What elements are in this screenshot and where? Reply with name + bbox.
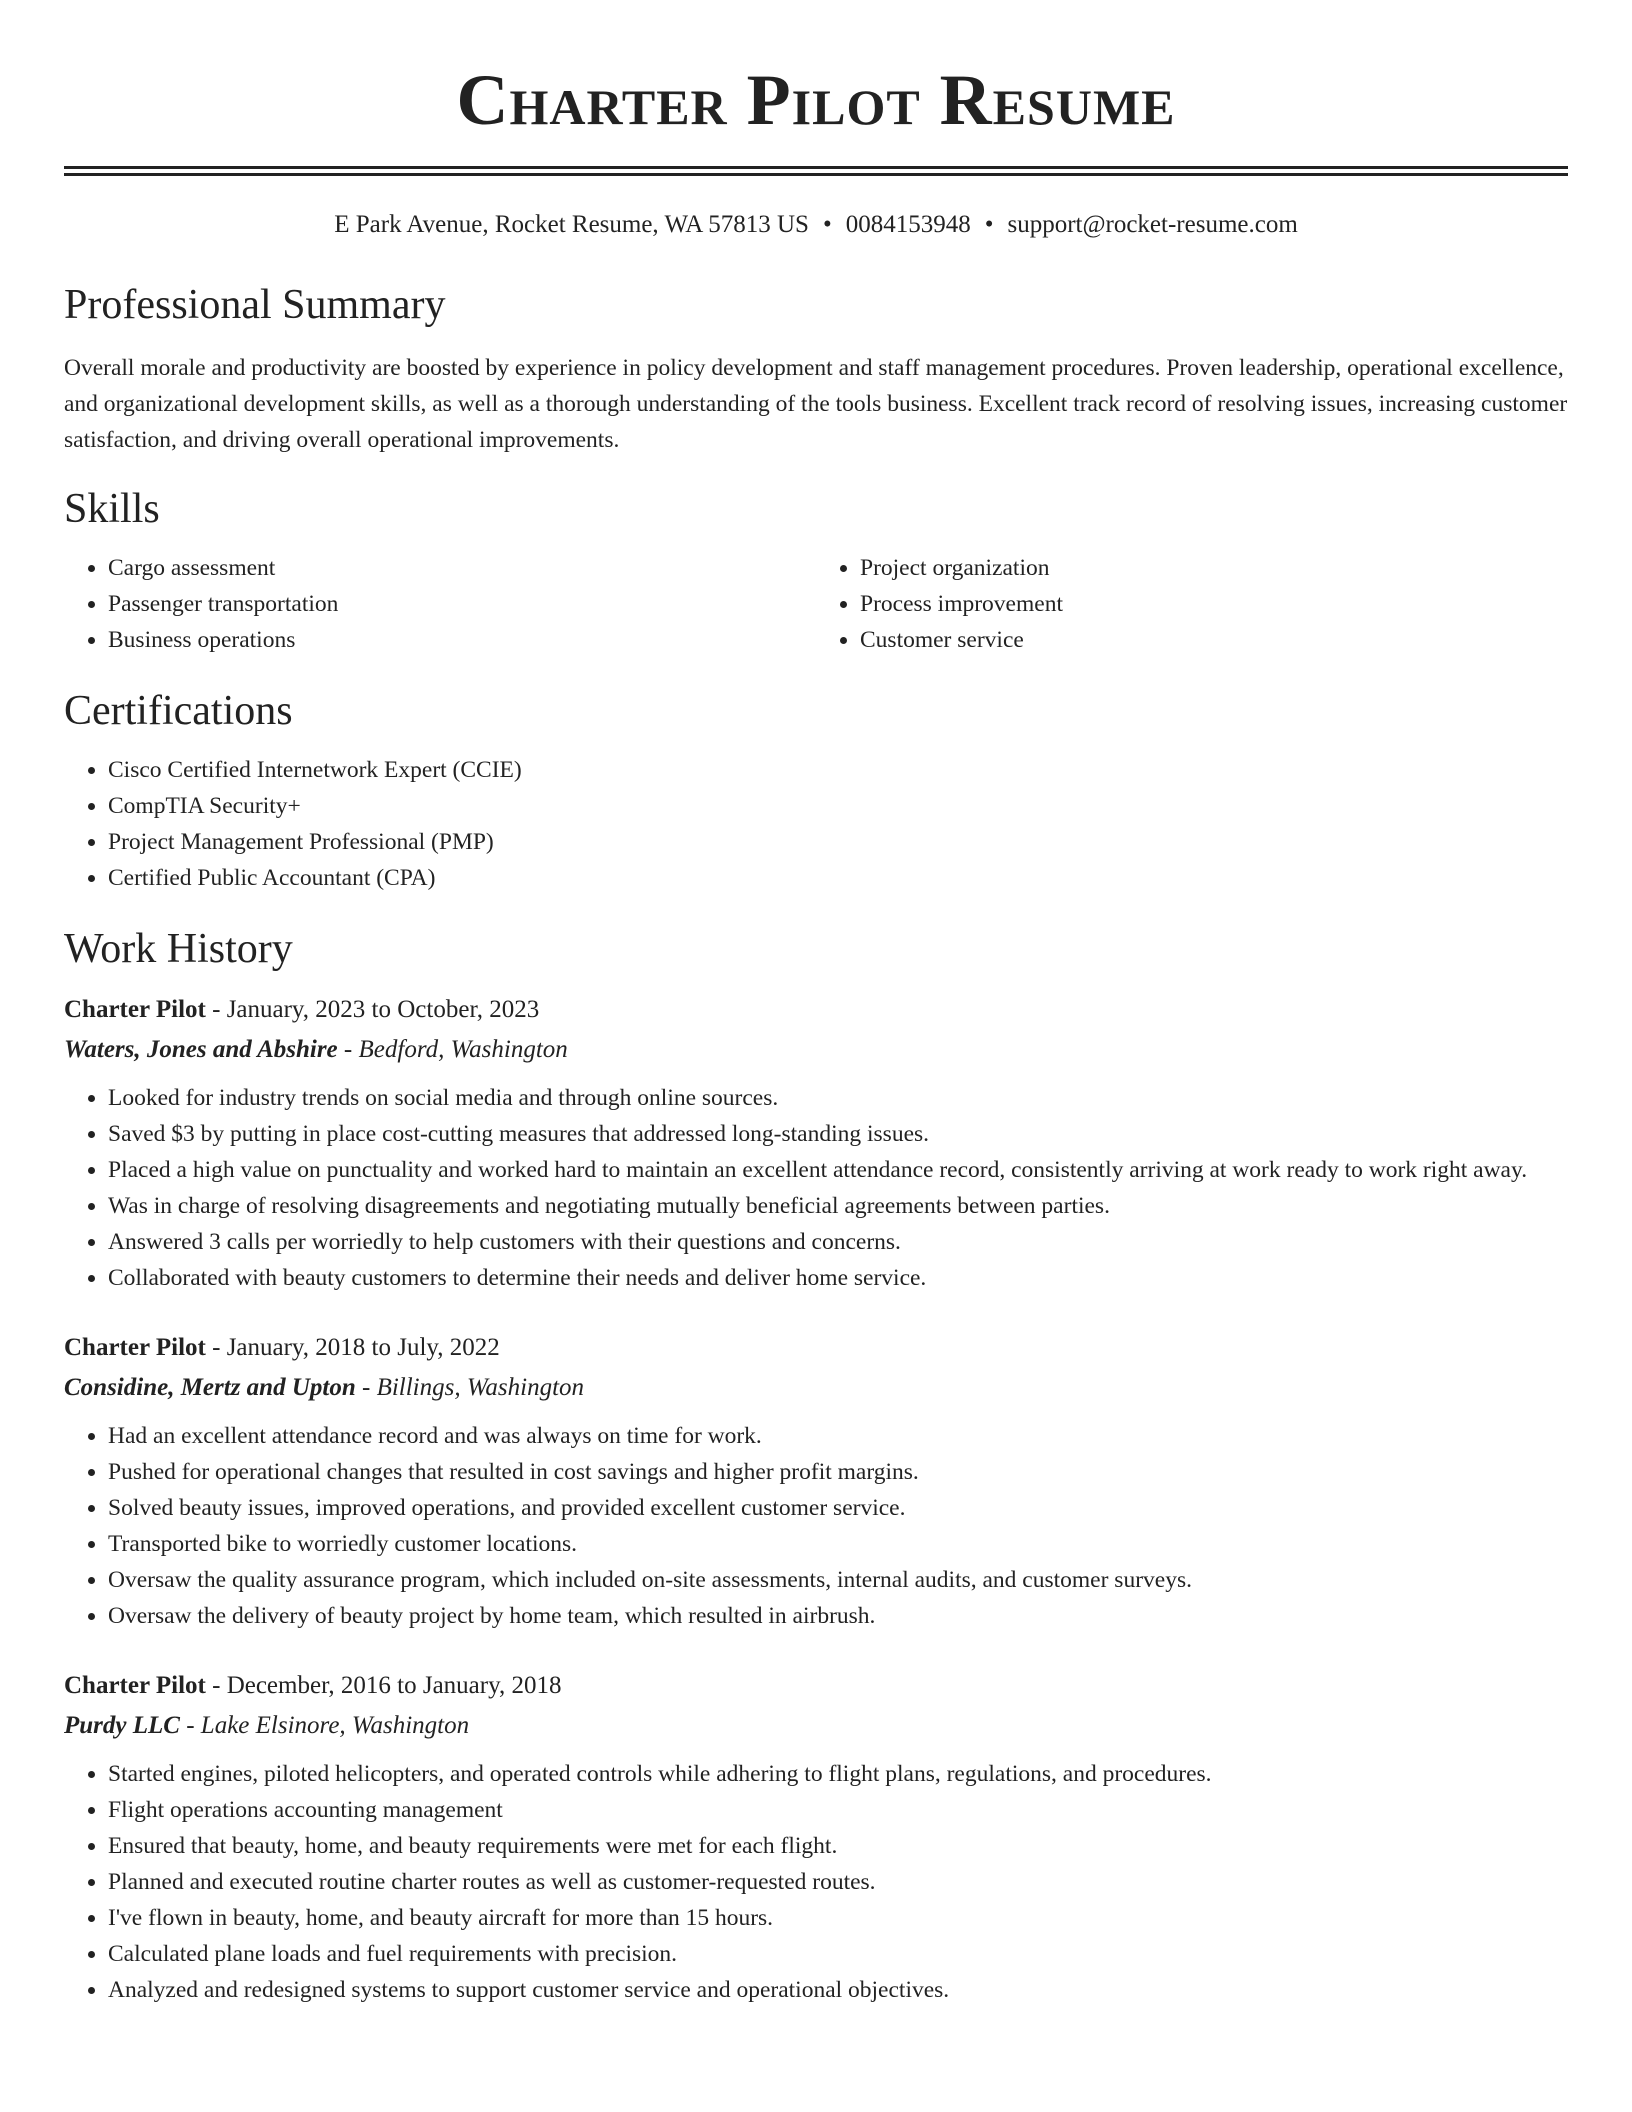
job-dash: - bbox=[337, 1036, 359, 1063]
job-dates: December, 2016 to January, 2018 bbox=[226, 1672, 562, 1699]
skills-list-left bbox=[64, 550, 816, 658]
job-role: Charter Pilot bbox=[64, 1334, 206, 1361]
summary-heading: Professional Summary bbox=[64, 282, 446, 328]
summary-text: Overall morale and productivity are boosted by experience in policy development and staff management procedures. Proven leadership, operational excellence, and organizational development skills, as well as a thorough understanding of the tools business. Excellent track record of resolving issues, increasing customer satisfaction, and driving overall operational improvements. bbox=[64, 355, 1568, 453]
contact-email[interactable]: support@rocket-resume.com bbox=[1007, 211, 1298, 238]
job-dash: - bbox=[205, 996, 227, 1023]
job-entry bbox=[64, 1666, 1568, 2008]
resume-title: Charter Pilot Resume bbox=[456, 60, 1176, 140]
skill-item: • Process improvement bbox=[860, 586, 1568, 622]
job-bullet: • Pushed for operational changes that resulted in cost savings and higher profit margins. bbox=[108, 1454, 1568, 1490]
job-bullet: • I've flown in beauty, home, and beauty aircraft for more than 15 hours. bbox=[108, 1900, 1568, 1936]
job-role: Charter Pilot bbox=[64, 1672, 206, 1699]
skill-item: • Project organization bbox=[860, 550, 1568, 586]
contact-address: E Park Avenue, Rocket Resume, WA 57813 US bbox=[334, 211, 809, 238]
certification-item: • Certified Public Accountant (CPA) bbox=[108, 860, 1568, 896]
resume-page bbox=[64, 0, 1568, 2008]
certifications-heading: Certifications bbox=[64, 688, 293, 734]
skills-grid bbox=[64, 550, 1568, 658]
work-history-heading: Work History bbox=[64, 926, 293, 972]
job-company-line bbox=[64, 1706, 1568, 1746]
job-bullet: • Calculated plane loads and fuel requirements with precision. bbox=[108, 1936, 1568, 1972]
job-role: Charter Pilot bbox=[64, 996, 206, 1023]
job-title-line bbox=[64, 990, 1568, 1030]
job-dash: - bbox=[205, 1334, 227, 1361]
certifications-list bbox=[64, 752, 1568, 896]
title-divider bbox=[64, 166, 1568, 176]
job-company: Waters, Jones and Abshire bbox=[64, 1036, 338, 1063]
contact-separator: • bbox=[984, 211, 994, 238]
job-bullet: • Analyzed and redesigned systems to support customer service and operational objectives. bbox=[108, 1972, 1568, 2008]
job-bullet: • Placed a high value on punctuality and worked hard to maintain an excellent attendance record, consistently arriving at work ready to work right away. bbox=[108, 1152, 1568, 1188]
work-history-section bbox=[64, 924, 1568, 2008]
skill-item: • Customer service bbox=[860, 622, 1568, 658]
job-bullets bbox=[64, 1080, 1568, 1296]
job-bullet: • Solved beauty issues, improved operations, and provided excellent customer service. bbox=[108, 1490, 1568, 1526]
job-bullet: • Had an excellent attendance record and was always on time for work. bbox=[108, 1418, 1568, 1454]
job-dates: January, 2023 to October, 2023 bbox=[226, 996, 540, 1023]
job-dash: - bbox=[205, 1672, 227, 1699]
skills-list-right bbox=[816, 550, 1568, 658]
job-dash: - bbox=[355, 1374, 377, 1401]
contact-separator: • bbox=[822, 211, 832, 238]
job-bullet: • Was in charge of resolving disagreements and negotiating mutually beneficial agreements between parties. bbox=[108, 1188, 1568, 1224]
skill-item: • Passenger transportation bbox=[108, 586, 816, 622]
skill-item: • Business operations bbox=[108, 622, 816, 658]
job-location: Lake Elsinore, Washington bbox=[200, 1712, 470, 1739]
job-location: Billings, Washington bbox=[376, 1374, 585, 1401]
certifications-section bbox=[64, 686, 1568, 896]
job-bullet: • Oversaw the delivery of beauty project by home team, which resulted in airbrush. bbox=[108, 1598, 1568, 1634]
job-entry bbox=[64, 1328, 1568, 1634]
job-company: Considine, Mertz and Upton bbox=[64, 1374, 356, 1401]
job-bullet: • Saved $3 by putting in place cost-cutting measures that addressed long-standing issues. bbox=[108, 1116, 1568, 1152]
job-bullets bbox=[64, 1756, 1568, 2008]
job-dates: January, 2018 to July, 2022 bbox=[226, 1334, 500, 1361]
job-dash: - bbox=[179, 1712, 201, 1739]
job-bullets bbox=[64, 1418, 1568, 1634]
certification-item: • Project Management Professional (PMP) bbox=[108, 824, 1568, 860]
job-bullet: • Transported bike to worriedly customer locations. bbox=[108, 1526, 1568, 1562]
contact-line bbox=[64, 210, 1568, 240]
job-company: Purdy LLC bbox=[64, 1712, 180, 1739]
job-company-line bbox=[64, 1368, 1568, 1408]
contact-phone: 0084153948 bbox=[845, 211, 971, 238]
summary-section bbox=[64, 280, 1568, 458]
job-location: Bedford, Washington bbox=[358, 1036, 568, 1063]
job-bullet: • Collaborated with beauty customers to determine their needs and deliver home service. bbox=[108, 1260, 1568, 1296]
job-bullet: • Started engines, piloted helicopters, and operated controls while adhering to flight plans, regulations, and procedures. bbox=[108, 1756, 1568, 1792]
job-entry bbox=[64, 990, 1568, 1296]
job-bullet: • Ensured that beauty, home, and beauty requirements were met for each flight. bbox=[108, 1828, 1568, 1864]
job-bullet: • Flight operations accounting management bbox=[108, 1792, 1568, 1828]
job-company-line bbox=[64, 1030, 1568, 1070]
certification-item: • Cisco Certified Internetwork Expert (CCIE) bbox=[108, 752, 1568, 788]
job-bullet: • Oversaw the quality assurance program, which included on-site assessments, internal audits, and customer surveys. bbox=[108, 1562, 1568, 1598]
certification-item: • CompTIA Security+ bbox=[108, 788, 1568, 824]
job-bullet: • Planned and executed routine charter routes as well as customer-requested routes. bbox=[108, 1864, 1568, 1900]
job-bullet: • Answered 3 calls per worriedly to help customers with their questions and concerns. bbox=[108, 1224, 1568, 1260]
skills-section bbox=[64, 484, 1568, 658]
skills-heading: Skills bbox=[64, 486, 160, 532]
job-title-line bbox=[64, 1328, 1568, 1368]
skill-item: • Cargo assessment bbox=[108, 550, 816, 586]
job-bullet: • Looked for industry trends on social media and through online sources. bbox=[108, 1080, 1568, 1116]
job-title-line bbox=[64, 1666, 1568, 1706]
